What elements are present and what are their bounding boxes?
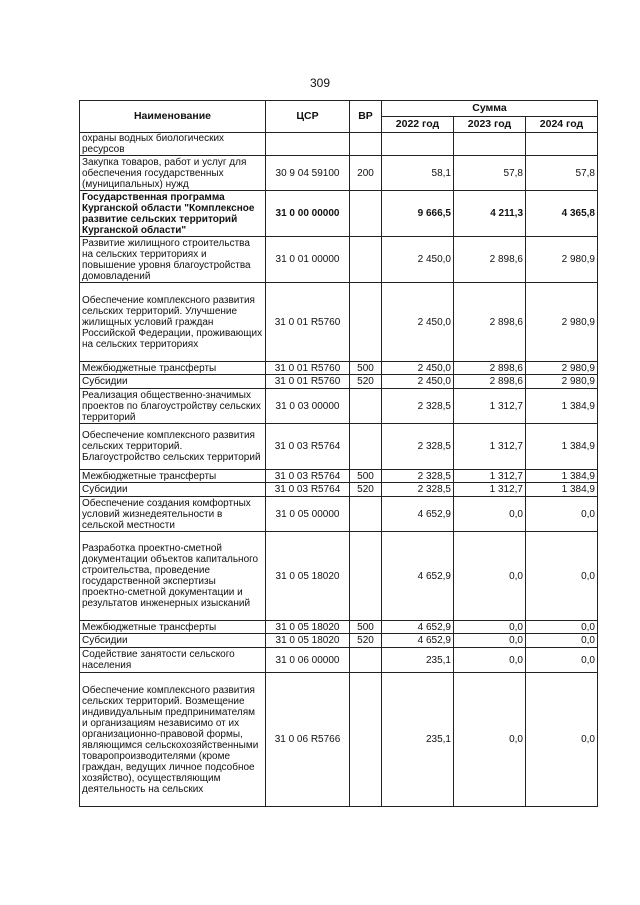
header-name: Наименование: [80, 101, 266, 133]
cell-name: Разработка проектно-сметной документации объектов капитального строительства, проведение государственной экспертизы проектно-сметной документации и результатов инженерных изысканий: [80, 532, 266, 621]
table-row: [80, 483, 598, 497]
cell-name: Субсидии: [80, 375, 266, 389]
cell-csr: 31 0 03 00000: [266, 389, 350, 424]
cell-y2024: 1 384,9: [526, 389, 598, 424]
cell-name: Межбюджетные трансферты: [80, 362, 266, 375]
cell-vr: 200: [350, 156, 382, 191]
header-2024: 2024 год: [526, 117, 598, 133]
cell-y2023: 2 898,6: [454, 237, 526, 283]
cell-csr: 31 0 03 R5764: [266, 483, 350, 497]
table-row: [80, 156, 598, 191]
cell-csr: 31 0 01 R5760: [266, 283, 350, 362]
cell-name: Закупка товаров, работ и услуг для обеспечения государственных (муниципальных) нужд: [80, 156, 266, 191]
cell-y2023: 0,0: [454, 673, 526, 807]
cell-y2023: [454, 133, 526, 156]
cell-csr: 30 9 04 59100: [266, 156, 350, 191]
table-row: [80, 621, 598, 634]
cell-y2024: 2 980,9: [526, 283, 598, 362]
cell-y2022: 235,1: [382, 648, 454, 673]
cell-name: Обеспечение комплексного развития сельских территорий. Возмещение индивидуальным предпринимателям и организациям независимо от их организационно-правовой формы, являющимся сельскохозяйственными товаропроизводителями (кроме граждан, ведущих личное подсобное хозяйство), осуществляющим деятельность на сельских: [80, 673, 266, 807]
cell-y2024: 2 980,9: [526, 362, 598, 375]
table-row: [80, 283, 598, 362]
cell-vr: [350, 389, 382, 424]
cell-name: Межбюджетные трансферты: [80, 621, 266, 634]
cell-y2022: 2 328,5: [382, 424, 454, 470]
cell-name: Субсидии: [80, 483, 266, 497]
cell-y2024: 0,0: [526, 648, 598, 673]
cell-y2023: 0,0: [454, 634, 526, 648]
cell-csr: 31 0 01 R5760: [266, 375, 350, 389]
table-row: [80, 532, 598, 621]
cell-y2022: 2 450,0: [382, 283, 454, 362]
cell-csr: [266, 133, 350, 156]
cell-y2023: 1 312,7: [454, 389, 526, 424]
cell-y2022: 4 652,9: [382, 497, 454, 532]
header-2023: 2023 год: [454, 117, 526, 133]
table-header: [80, 101, 598, 133]
table-row: [80, 634, 598, 648]
cell-y2024: [526, 133, 598, 156]
cell-y2023: 0,0: [454, 497, 526, 532]
cell-y2024: 2 980,9: [526, 375, 598, 389]
header-vr: ВР: [350, 101, 382, 133]
cell-y2022: 4 652,9: [382, 532, 454, 621]
cell-y2022: 4 652,9: [382, 634, 454, 648]
cell-y2022: 235,1: [382, 673, 454, 807]
cell-y2024: 0,0: [526, 634, 598, 648]
cell-vr: 520: [350, 375, 382, 389]
cell-csr: 31 0 05 00000: [266, 497, 350, 532]
cell-y2022: 2 450,0: [382, 362, 454, 375]
cell-y2023: 0,0: [454, 621, 526, 634]
header-csr: ЦСР: [266, 101, 350, 133]
cell-y2022: [382, 133, 454, 156]
cell-vr: [350, 283, 382, 362]
table-body: [80, 133, 598, 807]
cell-vr: [350, 648, 382, 673]
cell-y2023: 1 312,7: [454, 483, 526, 497]
cell-vr: [350, 532, 382, 621]
cell-y2024: 0,0: [526, 673, 598, 807]
cell-csr: 31 0 06 R5766: [266, 673, 350, 807]
cell-y2024: 0,0: [526, 621, 598, 634]
cell-name: Субсидии: [80, 634, 266, 648]
cell-y2023: 0,0: [454, 532, 526, 621]
cell-csr: 31 0 00 00000: [266, 191, 350, 237]
cell-y2022: 2 328,5: [382, 389, 454, 424]
cell-vr: [350, 133, 382, 156]
cell-csr: 31 0 01 00000: [266, 237, 350, 283]
cell-vr: [350, 424, 382, 470]
cell-vr: [350, 673, 382, 807]
table-row: [80, 191, 598, 237]
table-row: [80, 133, 598, 156]
cell-y2024: 57,8: [526, 156, 598, 191]
cell-csr: 31 0 05 18020: [266, 532, 350, 621]
cell-vr: [350, 497, 382, 532]
table-row: [80, 375, 598, 389]
cell-csr: 31 0 06 00000: [266, 648, 350, 673]
cell-y2023: 2 898,6: [454, 362, 526, 375]
cell-csr: 31 0 01 R5760: [266, 362, 350, 375]
cell-y2022: 4 652,9: [382, 621, 454, 634]
cell-y2023: 57,8: [454, 156, 526, 191]
cell-y2023: 1 312,7: [454, 470, 526, 483]
table-row: [80, 237, 598, 283]
table-row: [80, 497, 598, 532]
cell-name: Содействие занятости сельского населения: [80, 648, 266, 673]
cell-vr: [350, 237, 382, 283]
cell-y2022: 58,1: [382, 156, 454, 191]
cell-y2022: 2 450,0: [382, 375, 454, 389]
cell-y2024: 4 365,8: [526, 191, 598, 237]
cell-csr: 31 0 03 R5764: [266, 470, 350, 483]
cell-name: Обеспечение комплексного развития сельских территорий. Благоустройство сельских территорий: [80, 424, 266, 470]
cell-y2022: 2 328,5: [382, 470, 454, 483]
cell-y2023: 2 898,6: [454, 283, 526, 362]
cell-y2023: 4 211,3: [454, 191, 526, 237]
cell-csr: 31 0 05 18020: [266, 634, 350, 648]
cell-name: Обеспечение комплексного развития сельских территорий. Улучшение жилищных условий граждан Российской Федерации, проживающих на сельских территориях: [80, 283, 266, 362]
budget-table: [79, 100, 598, 807]
cell-name: охраны водных биологических ресурсов: [80, 133, 266, 156]
cell-y2024: 1 384,9: [526, 424, 598, 470]
cell-name: Реализация общественно-значимых проектов по благоустройству сельских территорий: [80, 389, 266, 424]
cell-y2024: 1 384,9: [526, 470, 598, 483]
cell-y2024: 0,0: [526, 532, 598, 621]
table-row: [80, 470, 598, 483]
cell-name: Межбюджетные трансферты: [80, 470, 266, 483]
table-row: [80, 424, 598, 470]
table-row: [80, 389, 598, 424]
cell-y2024: 2 980,9: [526, 237, 598, 283]
cell-vr: 500: [350, 470, 382, 483]
cell-vr: [350, 191, 382, 237]
cell-vr: 520: [350, 483, 382, 497]
cell-y2024: 0,0: [526, 497, 598, 532]
cell-vr: 520: [350, 634, 382, 648]
cell-y2022: 9 666,5: [382, 191, 454, 237]
cell-y2023: 0,0: [454, 648, 526, 673]
table-row: [80, 362, 598, 375]
cell-name: Развитие жилищного строительства на сельских территориях и повышение уровня благоустройства домовладений: [80, 237, 266, 283]
header-2022: 2022 год: [382, 117, 454, 133]
cell-vr: 500: [350, 621, 382, 634]
cell-vr: 500: [350, 362, 382, 375]
cell-y2023: 1 312,7: [454, 424, 526, 470]
page-number: 309: [309, 76, 331, 90]
cell-csr: 31 0 05 18020: [266, 621, 350, 634]
cell-y2022: 2 450,0: [382, 237, 454, 283]
cell-name: Обеспечение создания комфортных условий жизнедеятельности в сельской местности: [80, 497, 266, 532]
cell-name: Государственная программа Курганской области "Комплексное развитие сельских территорий Курганской области": [80, 191, 266, 237]
cell-y2024: 1 384,9: [526, 483, 598, 497]
header-sum: Сумма: [382, 101, 598, 117]
table-row: [80, 673, 598, 807]
table-row: [80, 648, 598, 673]
cell-y2022: 2 328,5: [382, 483, 454, 497]
cell-csr: 31 0 03 R5764: [266, 424, 350, 470]
cell-y2023: 2 898,6: [454, 375, 526, 389]
